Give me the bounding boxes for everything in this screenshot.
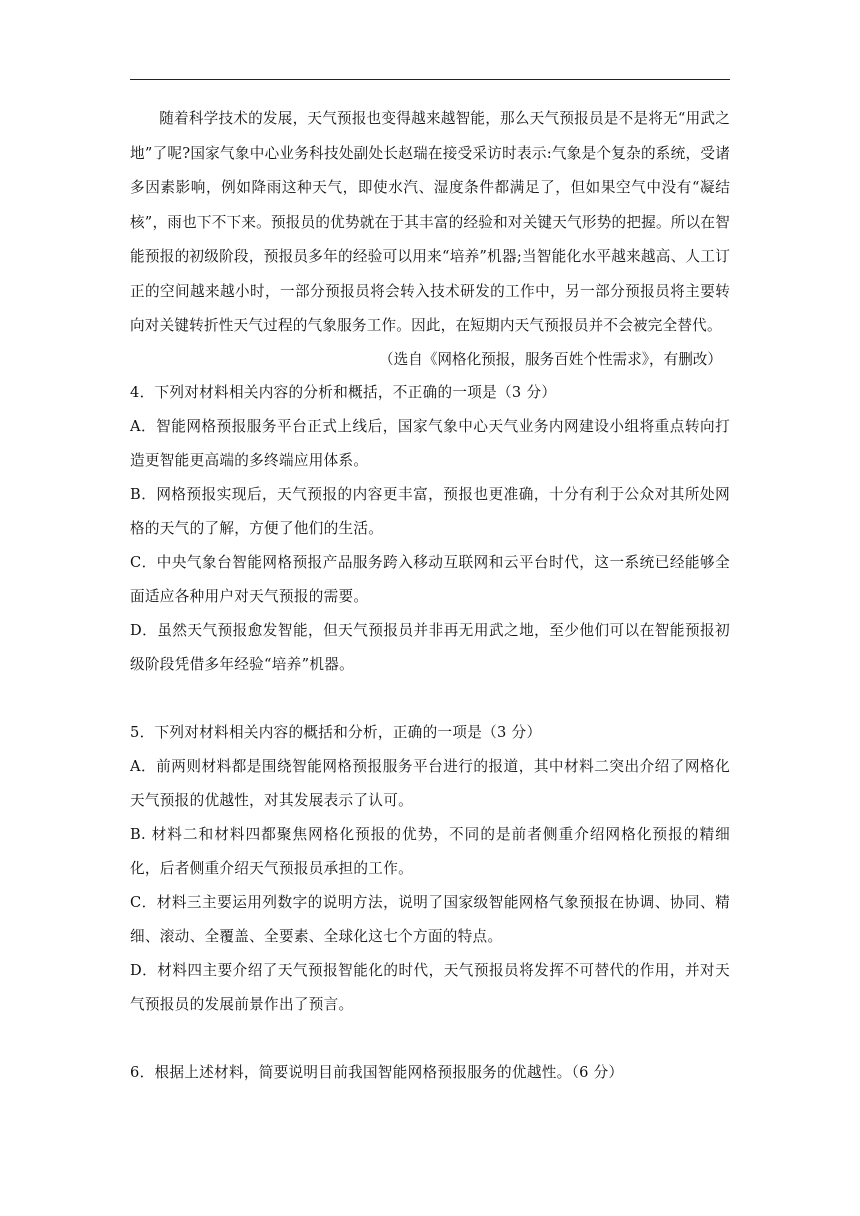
- option-d: D．虽然天气预报愈发智能，但天气预报员并非再无用武之地，至少他们可以在智能预报初级阶段凭借多年经验“培养”机器。: [130, 621, 730, 673]
- option-b: B. 材料二和材料四都聚焦网格化预报的优势，不同的是前者侧重介绍网格化预报的精细化，后者侧重介绍天气预报员承担的工作。: [130, 825, 730, 877]
- option-c: C．中央气象台智能网格预报产品服务跨入移动互联网和云平台时代，这一系统已经能够全面适应各种用户对天气预报的需要。: [130, 553, 730, 605]
- question-5: [130, 716, 730, 1022]
- passage-text: 随着科学技术的发展，天气预报也变得越来越智能，那么天气预报员是不是将无“用武之地”了呢?国家气象中心业务科技处副处长赵瑞在接受采访时表示:气象是个复杂的系统，受诸多因素影响，例如降雨这种天气，即使水汽、湿度条件都满足了，但如果空气中没有“凝结核”，雨也下不下来。预报员的优势就在于其丰富的经验和对关键天气形势的把握。所以在智能预报的初级阶段，预报员多年的经验可以用来“培养”机器;当智能化水平越来越高、人工订正的空间越来越小时，一部分预报员将会转入技术研发的工作中，另一部分预报员将主要转向对关键转折性天气过程的气象服务工作。因此，在短期内天气预报员并不会被完全替代。: [130, 110, 730, 334]
- document-content: [130, 102, 730, 1090]
- option-a: A．智能网格预报服务平台正式上线后，国家气象中心天气业务内网建设小组将重点转向打造更智能更高端的多终端应用体系。: [130, 417, 730, 469]
- header-rule: [130, 79, 730, 80]
- spacer: [130, 682, 730, 716]
- question-stem: 6．根据上述材料，简要说明目前我国智能网格预报服务的优越性。（6 分）: [130, 1063, 624, 1081]
- option-a: A．前两则材料都是围绕智能网格预报服务平台进行的报道，其中材料二突出介绍了网格化天气预报的优越性，对其发展表示了认可。: [130, 757, 730, 809]
- option-d: D．材料四主要介绍了天气预报智能化的时代，天气预报员将发挥不可替代的作用，并对天气预报员的发展前景作出了预言。: [130, 961, 730, 1013]
- option-c: C．材料三主要运用列数字的说明方法，说明了国家级智能网格气象预报在协调、协同、精细、滚动、全覆盖、全要素、全球化这七个方面的特点。: [130, 893, 730, 945]
- question-4: [130, 376, 730, 682]
- question-stem: 5．下列对材料相关内容的概括和分析，正确的一项是（3 分）: [130, 723, 542, 741]
- passage-source: （选自《网格化预报，服务百姓个性需求》，有删改）: [379, 350, 722, 368]
- spacer: [130, 1022, 730, 1056]
- question-stem: 4．下列对材料相关内容的分析和概括，不正确的一项是（3 分）: [130, 383, 557, 401]
- question-6: [130, 1056, 730, 1090]
- option-b: B．网格预报实现后，天气预报的内容更丰富，预报也更准确，十分有利于公众对其所处网格的天气的了解，方便了他们的生活。: [130, 485, 730, 537]
